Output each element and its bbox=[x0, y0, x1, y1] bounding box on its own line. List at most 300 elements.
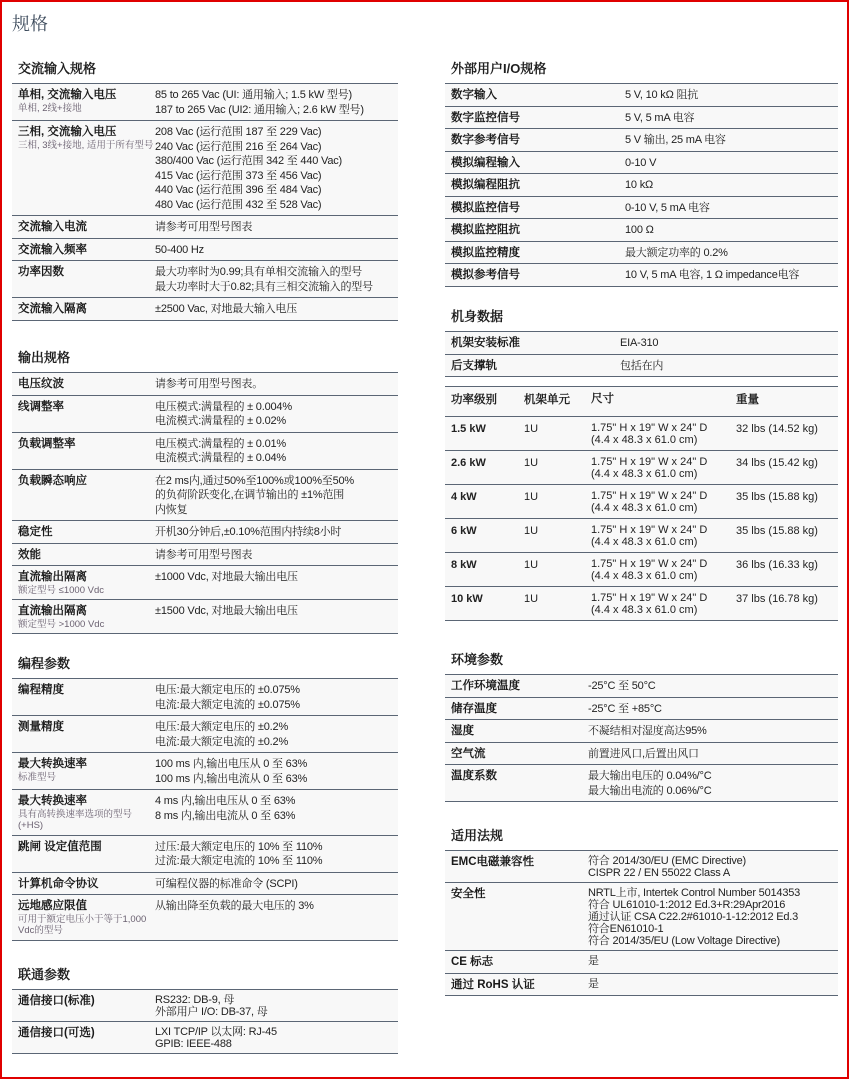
dimension-line: (4.4 x 48.3 x 61.0 cm) bbox=[591, 467, 698, 480]
physical-table-body bbox=[445, 386, 838, 621]
spec-label-cell bbox=[12, 683, 155, 712]
spec-label-cell bbox=[12, 757, 155, 786]
spec-label: 负载瞬态响应 bbox=[18, 474, 87, 487]
spec-section bbox=[12, 656, 398, 941]
spec-value: 电流模式:满量程的 ± 0.02% bbox=[155, 415, 286, 427]
dimension-line: (4.4 x 48.3 x 61.0 cm) bbox=[591, 535, 698, 548]
spec-label: 三相, 交流输入电压 bbox=[18, 126, 117, 138]
spec-label: 最大转换速率 bbox=[18, 795, 87, 807]
spec-value: 0-10 V, 5 mA 电容 bbox=[625, 201, 710, 214]
spec-value-cell bbox=[625, 156, 838, 171]
rack-units: 1U bbox=[524, 524, 539, 537]
spec-row bbox=[445, 883, 838, 951]
spec-label-cell bbox=[12, 1026, 155, 1050]
spec-value: 前置进风口,后置出风口 bbox=[588, 747, 699, 760]
spec-value-cell bbox=[155, 683, 398, 712]
spec-label-cell bbox=[445, 88, 625, 103]
spec-label: 模拟监控阻抗 bbox=[451, 224, 520, 236]
spec-value: 电压模式:满量程的 ± 0.01% bbox=[155, 437, 286, 450]
spec-value: 过压:最大额定电压的 10% 至 110% bbox=[155, 840, 323, 853]
power-level: 2.6 kW bbox=[451, 456, 486, 469]
spec-label-cell bbox=[445, 201, 625, 216]
spec-value-cell bbox=[155, 220, 398, 235]
spec-value: 电压模式:满量程的 ± 0.004% bbox=[155, 400, 292, 413]
spec-row bbox=[12, 433, 398, 470]
spec-label: 计算机命令协议 bbox=[18, 877, 99, 890]
spec-row bbox=[12, 239, 398, 262]
spec-value-cell bbox=[155, 125, 398, 212]
dimensions bbox=[591, 592, 736, 616]
spec-label: 温度系数 bbox=[451, 770, 497, 782]
spec-label-cell bbox=[445, 855, 588, 879]
section-title: 输出规格 bbox=[18, 350, 71, 365]
spec-value-cell bbox=[625, 223, 838, 238]
spec-label: 跳闸 设定值范围 bbox=[18, 840, 102, 853]
spec-label-cell bbox=[445, 336, 620, 351]
spec-row bbox=[445, 174, 838, 197]
spec-value: 4 ms 内,输出电压从 0 至 63% bbox=[155, 795, 296, 807]
spec-label-cell bbox=[12, 548, 155, 563]
physical-row bbox=[445, 587, 838, 621]
physical-row bbox=[445, 519, 838, 553]
dimensions bbox=[591, 456, 736, 480]
spec-label-cell bbox=[12, 994, 155, 1018]
spec-note: 额定型号 ≤1000 Vdc bbox=[18, 584, 104, 596]
physical-row bbox=[445, 417, 838, 451]
dimensions bbox=[591, 422, 736, 446]
spec-label: 机架安装标准 bbox=[451, 337, 520, 349]
spec-row bbox=[12, 544, 398, 567]
spec-value-cell bbox=[155, 794, 398, 832]
spec-value-cell bbox=[620, 359, 838, 374]
spec-label-cell bbox=[445, 111, 625, 126]
weight: 32 lbs (14.52 kg) bbox=[736, 422, 818, 435]
spec-table bbox=[445, 850, 838, 996]
spec-label-cell bbox=[12, 525, 155, 540]
spec-value: 最大输出电流的 0.06%/°C bbox=[588, 784, 712, 797]
spec-label: 模拟编程输入 bbox=[451, 156, 520, 169]
spec-note: 单相, 2线+接地 bbox=[18, 102, 82, 114]
spec-row bbox=[445, 698, 838, 721]
spec-value: CISPR 22 / EN 55022 Class A bbox=[588, 867, 730, 879]
spec-value: 最大功率时为0.99;具有单相交流输入的型号 bbox=[155, 266, 363, 278]
spec-value: 85 to 265 Vac (UI: 通用输入; 1.5 kW 型号) bbox=[155, 89, 352, 101]
spec-value-cell bbox=[155, 757, 398, 786]
spec-label-cell bbox=[445, 133, 625, 148]
power-level: 4 kW bbox=[451, 490, 477, 503]
spec-row bbox=[445, 765, 838, 802]
rack-units: 1U bbox=[524, 558, 539, 571]
spec-value: 480 Vac (运行范围 432 至 528 Vac) bbox=[155, 198, 322, 211]
spec-value: 8 ms 内,输出电流从 0 至 63% bbox=[155, 809, 296, 822]
power-level: 8 kW bbox=[451, 558, 477, 571]
spec-value: 最大额定功率的 0.2% bbox=[625, 246, 728, 259]
spec-value-cell bbox=[625, 268, 838, 283]
spec-label-cell bbox=[445, 769, 588, 798]
spec-label: EMC电磁兼容性 bbox=[451, 856, 535, 868]
spec-label: 通信接口(可选) bbox=[18, 1027, 95, 1039]
spec-label-cell bbox=[445, 887, 588, 947]
power-level: 6 kW bbox=[451, 524, 477, 537]
spec-value-cell bbox=[155, 437, 398, 466]
physical-table bbox=[445, 386, 838, 621]
spec-row bbox=[12, 895, 398, 941]
spec-row bbox=[12, 753, 398, 790]
spec-label-cell bbox=[12, 88, 155, 117]
physical-row bbox=[445, 485, 838, 519]
spec-value: 请参考可用型号图表 bbox=[155, 548, 253, 561]
spec-label-cell bbox=[12, 899, 155, 937]
spec-value-cell bbox=[625, 201, 838, 216]
weight: 34 lbs (15.42 kg) bbox=[736, 456, 818, 469]
spec-label-cell bbox=[12, 604, 155, 630]
section-title: 编程参数 bbox=[18, 656, 71, 671]
spec-label-cell bbox=[445, 268, 625, 283]
weight: 36 lbs (16.33 kg) bbox=[736, 558, 818, 571]
spec-label-cell bbox=[445, 156, 625, 171]
spec-value: 内恢复 bbox=[155, 503, 188, 516]
spec-value-cell bbox=[625, 111, 838, 126]
spec-label-cell bbox=[12, 243, 155, 258]
dimensions bbox=[591, 524, 736, 548]
spec-row bbox=[12, 121, 398, 216]
spec-row bbox=[445, 743, 838, 766]
spec-value: 外部用户 I/O: DB-37, 母 bbox=[155, 1006, 268, 1018]
spec-label: 安全性 bbox=[451, 888, 486, 900]
spec-label-cell bbox=[445, 702, 588, 717]
spec-label-cell bbox=[12, 720, 155, 749]
spec-value: 不凝结相对湿度高达95% bbox=[588, 725, 707, 737]
spec-label-cell bbox=[445, 246, 625, 261]
spec-value-cell bbox=[625, 246, 838, 261]
spec-value-cell bbox=[155, 265, 398, 294]
section-title: 联通参数 bbox=[18, 967, 71, 982]
dimensions bbox=[591, 558, 736, 582]
spec-label: 通信接口(标准) bbox=[18, 995, 95, 1007]
spec-value-cell bbox=[588, 724, 838, 739]
spec-row bbox=[12, 1022, 398, 1054]
spec-row bbox=[12, 396, 398, 433]
spec-value: 过流:最大额定电流的 10% 至 110% bbox=[155, 855, 323, 867]
spec-value: 可编程仪器的标准命令 (SCPI) bbox=[155, 877, 298, 890]
spec-label-cell bbox=[12, 400, 155, 429]
spec-row bbox=[12, 470, 398, 522]
section-title: 交流输入规格 bbox=[18, 61, 97, 76]
spec-label-cell bbox=[12, 302, 155, 317]
spec-label-cell bbox=[12, 220, 155, 235]
spec-label: 湿度 bbox=[451, 725, 474, 737]
spec-value: 开机30分钟后,±0.10%范围内持续8小时 bbox=[155, 526, 342, 538]
dimension-line: (4.4 x 48.3 x 61.0 cm) bbox=[591, 501, 698, 514]
spec-value-cell bbox=[155, 525, 398, 540]
spec-section bbox=[12, 967, 398, 1054]
spec-row bbox=[12, 600, 398, 634]
spec-value: 电流:最大额定电流的 ±0.075% bbox=[155, 698, 300, 711]
spec-label: 编程精度 bbox=[18, 684, 64, 696]
spec-row bbox=[445, 84, 838, 107]
spec-row bbox=[12, 521, 398, 544]
spec-value-cell bbox=[588, 747, 838, 762]
section-title: 机身数据 bbox=[451, 309, 504, 324]
page-title: 规格 bbox=[12, 14, 48, 34]
spec-value-cell bbox=[588, 769, 838, 798]
spec-value-cell bbox=[625, 88, 838, 103]
spec-row bbox=[445, 129, 838, 152]
spec-label: 单相, 交流输入电压 bbox=[18, 89, 117, 101]
spec-label: 交流输入频率 bbox=[18, 243, 87, 256]
spec-label: 数字监控信号 bbox=[451, 111, 520, 124]
spec-label: CE 标志 bbox=[451, 956, 494, 968]
spec-section bbox=[445, 309, 838, 377]
spec-label: 线调整率 bbox=[18, 400, 64, 413]
spec-row bbox=[12, 566, 398, 600]
spec-label: 测量精度 bbox=[18, 721, 64, 733]
spec-note: 额定型号 >1000 Vdc bbox=[18, 618, 105, 630]
spec-value: LXI TCP/IP 以太网: RJ-45 bbox=[155, 1026, 277, 1038]
dimension-line: 1.75" H x 19" W x 24" D bbox=[591, 489, 708, 502]
spec-row bbox=[12, 84, 398, 121]
column-header: 功率级别 bbox=[451, 394, 497, 406]
spec-value: 10 V, 5 mA 电容, 1 Ω impedance电容 bbox=[625, 269, 800, 281]
spec-value: GPIB: IEEE-488 bbox=[155, 1038, 232, 1050]
spec-value: -25°C 至 +85°C bbox=[588, 702, 662, 715]
power-level: 1.5 kW bbox=[451, 422, 486, 435]
spec-row bbox=[445, 675, 838, 698]
dimension-line: 1.75" H x 19" W x 24" D bbox=[591, 591, 708, 604]
spec-value: 最大功率时大于0.82;具有三相交流输入的型号 bbox=[155, 280, 373, 293]
spec-value-cell bbox=[155, 377, 398, 392]
spec-label-cell bbox=[12, 794, 155, 832]
spec-row bbox=[12, 873, 398, 896]
spec-value: EIA-310 bbox=[620, 337, 659, 349]
spec-value: 符合 2014/30/EU (EMC Directive) bbox=[588, 855, 747, 867]
spec-value: 440 Vac (运行范围 396 至 484 Vac) bbox=[155, 184, 322, 196]
section-title: 适用法规 bbox=[451, 828, 504, 843]
column-header: 重量 bbox=[736, 394, 759, 406]
rack-units: 1U bbox=[524, 592, 539, 605]
spec-value: RS232: DB-9, 母 bbox=[155, 994, 235, 1006]
spec-value-cell bbox=[588, 679, 838, 694]
spec-label-cell bbox=[12, 265, 155, 294]
spec-row bbox=[445, 152, 838, 175]
spec-label-cell bbox=[12, 877, 155, 892]
spec-value-cell bbox=[588, 955, 838, 970]
spec-value: 415 Vac (运行范围 373 至 456 Vac) bbox=[155, 169, 322, 182]
spec-row bbox=[12, 716, 398, 753]
spec-row bbox=[445, 107, 838, 130]
spec-row bbox=[12, 990, 398, 1022]
spec-section bbox=[445, 828, 838, 996]
spec-row bbox=[12, 261, 398, 298]
spec-label-cell bbox=[12, 840, 155, 869]
physical-header-row bbox=[445, 387, 838, 417]
spec-value: 5 V, 5 mA 电容 bbox=[625, 111, 695, 124]
spec-table bbox=[12, 678, 398, 941]
spec-label-cell bbox=[445, 978, 588, 993]
power-level: 10 kW bbox=[451, 592, 483, 605]
spec-value-cell bbox=[155, 604, 398, 630]
weight: 37 lbs (16.78 kg) bbox=[736, 592, 818, 605]
spec-label: 远地感应限值 bbox=[18, 900, 87, 912]
spec-label: 模拟监控信号 bbox=[451, 201, 520, 214]
dimension-line: (4.4 x 48.3 x 61.0 cm) bbox=[591, 569, 698, 582]
spec-label: 稳定性 bbox=[18, 526, 53, 538]
weight: 35 lbs (15.88 kg) bbox=[736, 490, 818, 503]
spec-value: 电压:最大额定电压的 ±0.2% bbox=[155, 721, 289, 733]
spec-label: 数字参考信号 bbox=[451, 134, 520, 146]
spec-label-cell bbox=[445, 724, 588, 739]
spec-value: 电流模式:满量程的 ± 0.04% bbox=[155, 452, 286, 464]
spec-label: 效能 bbox=[18, 548, 41, 561]
spec-section bbox=[445, 61, 838, 287]
spec-value: 电流:最大额定电流的 ±0.2% bbox=[155, 735, 289, 748]
spec-value-cell bbox=[588, 978, 838, 993]
spec-section bbox=[12, 61, 398, 321]
spec-value-cell bbox=[588, 702, 838, 717]
spec-label: 模拟参考信号 bbox=[451, 269, 520, 281]
spec-value: 100 Ω bbox=[625, 224, 654, 236]
spec-label-cell bbox=[12, 474, 155, 518]
dimension-line: (4.4 x 48.3 x 61.0 cm) bbox=[591, 433, 698, 446]
spec-table bbox=[445, 674, 838, 802]
spec-value-cell bbox=[155, 548, 398, 563]
spec-label: 模拟监控精度 bbox=[451, 246, 520, 259]
spec-value-cell bbox=[155, 570, 398, 596]
spec-label: 负载调整率 bbox=[18, 437, 76, 450]
spec-label: 后支撑轨 bbox=[451, 359, 497, 372]
spec-table bbox=[12, 989, 398, 1054]
section-title: 外部用户I/O规格 bbox=[451, 61, 547, 76]
spec-label-cell bbox=[12, 125, 155, 212]
dimension-line: 1.75" H x 19" W x 24" D bbox=[591, 455, 708, 468]
spec-value: NRTL上市, Intertek Control Number 5014353 bbox=[588, 887, 801, 899]
spec-label: 空气流 bbox=[451, 747, 486, 760]
spec-value-cell bbox=[155, 877, 398, 892]
spec-note: 可用于额定电压小于等于1,000 Vdc的型号 bbox=[18, 913, 147, 936]
spec-row bbox=[445, 219, 838, 242]
spec-value: ±2500 Vac, 对地最大输入电压 bbox=[155, 303, 298, 315]
spec-value-cell bbox=[620, 336, 838, 351]
dimension-line: 1.75" H x 19" W x 24" D bbox=[591, 421, 708, 434]
spec-row bbox=[12, 836, 398, 873]
spec-value: 是 bbox=[588, 977, 599, 990]
spec-row bbox=[12, 679, 398, 716]
dimension-line: (4.4 x 48.3 x 61.0 cm) bbox=[591, 603, 698, 616]
spec-value-cell bbox=[155, 994, 398, 1018]
rack-units: 1U bbox=[524, 490, 539, 503]
physical-row bbox=[445, 553, 838, 587]
spec-value: 电压:最大额定电压的 ±0.075% bbox=[155, 684, 300, 696]
spec-value-cell bbox=[588, 855, 838, 879]
dimension-line: 1.75" H x 19" W x 24" D bbox=[591, 557, 708, 570]
spec-value-cell bbox=[155, 400, 398, 429]
spec-value: 50-400 Hz bbox=[155, 243, 204, 256]
spec-label: 通过 RoHS 认证 bbox=[451, 978, 535, 991]
spec-label-cell bbox=[445, 223, 625, 238]
spec-label-cell bbox=[445, 955, 588, 970]
spec-value: 包括在内 bbox=[620, 359, 664, 372]
spec-value-cell bbox=[155, 474, 398, 518]
spec-value: 在2 ms内,通过50%至100%或100%至50% bbox=[155, 474, 354, 487]
spec-row bbox=[445, 974, 838, 997]
spec-value: 符合EN61010-1 bbox=[588, 923, 664, 935]
rack-units: 1U bbox=[524, 422, 539, 435]
spec-table bbox=[12, 83, 398, 321]
spec-label: 最大转换速率 bbox=[18, 758, 87, 770]
spec-value: 100 ms 内,输出电流从 0 至 63% bbox=[155, 772, 308, 785]
spec-value-cell bbox=[155, 302, 398, 317]
spec-value: 5 V, 10 kΩ 阻抗 bbox=[625, 89, 699, 101]
spec-value: 240 Vac (运行范围 216 至 264 Vac) bbox=[155, 140, 322, 153]
spec-note: 三相, 3线+接地, 适用于所有型号 bbox=[18, 139, 154, 151]
spec-row bbox=[12, 298, 398, 321]
column-header: 机架单元 bbox=[524, 394, 570, 406]
spec-label: 工作环境温度 bbox=[451, 680, 520, 692]
spec-value-cell bbox=[155, 1026, 398, 1050]
column-header: 尺寸 bbox=[591, 393, 614, 405]
spec-value-cell bbox=[625, 178, 838, 193]
spec-value: 请参考可用型号图表。 bbox=[155, 378, 263, 390]
spec-row bbox=[12, 216, 398, 239]
spec-value: -25°C 至 50°C bbox=[588, 680, 656, 692]
spec-label: 模拟编程阻抗 bbox=[451, 179, 520, 191]
spec-value: ±1000 Vdc, 对地最大输出电压 bbox=[155, 571, 298, 583]
spec-label-cell bbox=[445, 679, 588, 694]
spec-value-cell bbox=[155, 243, 398, 258]
spec-value-cell bbox=[155, 840, 398, 869]
spec-label: 直流输出隔离 bbox=[18, 571, 87, 583]
spec-row bbox=[445, 197, 838, 220]
spec-table bbox=[445, 331, 838, 377]
spec-value-cell bbox=[155, 899, 398, 937]
spec-row bbox=[12, 790, 398, 836]
spec-value: 符合 2014/35/EU (Low Voltage Directive) bbox=[588, 935, 780, 947]
spec-value: 10 kΩ bbox=[625, 179, 654, 191]
spec-label: 储存温度 bbox=[451, 702, 497, 715]
spec-label-cell bbox=[12, 377, 155, 392]
physical-row bbox=[445, 451, 838, 485]
spec-value-cell bbox=[155, 88, 398, 117]
spec-label: 功率因数 bbox=[18, 266, 64, 278]
weight: 35 lbs (15.88 kg) bbox=[736, 524, 818, 537]
spec-value: 的负荷阶跃变化,在调节输出的 ±1%范围 bbox=[155, 489, 345, 501]
spec-value: 0-10 V bbox=[625, 156, 657, 169]
spec-value: 187 to 265 Vac (UI2: 通用输入; 2.6 kW 型号) bbox=[155, 103, 364, 116]
spec-note: 具有高转换速率选项的型号 (+HS) bbox=[18, 808, 133, 831]
spec-row bbox=[445, 720, 838, 743]
spec-label-cell bbox=[445, 747, 588, 762]
spec-value: 是 bbox=[588, 955, 599, 967]
spec-label: 交流输入隔离 bbox=[18, 303, 87, 315]
spec-label-cell bbox=[445, 178, 625, 193]
spec-value: 通过认证 CSA C22.2#61010-1-12:2012 Ed.3 bbox=[588, 911, 799, 923]
spec-label: 数字输入 bbox=[451, 89, 497, 101]
spec-row bbox=[445, 355, 838, 378]
spec-row bbox=[445, 332, 838, 355]
spec-table bbox=[12, 372, 398, 634]
spec-value: 380/400 Vac (运行范围 342 至 440 Vac) bbox=[155, 155, 343, 167]
spec-section bbox=[445, 652, 838, 802]
spec-label: 直流输出隔离 bbox=[18, 605, 87, 617]
spec-value-cell bbox=[625, 133, 838, 148]
spec-label: 电压纹波 bbox=[18, 378, 64, 390]
spec-table bbox=[445, 83, 838, 287]
spec-value: 最大输出电压的 0.04%/°C bbox=[588, 770, 712, 782]
spec-label-cell bbox=[12, 570, 155, 596]
spec-row bbox=[445, 242, 838, 265]
rack-units: 1U bbox=[524, 456, 539, 469]
spec-value: 从输出降至负载的最大电压的 3% bbox=[155, 900, 314, 912]
